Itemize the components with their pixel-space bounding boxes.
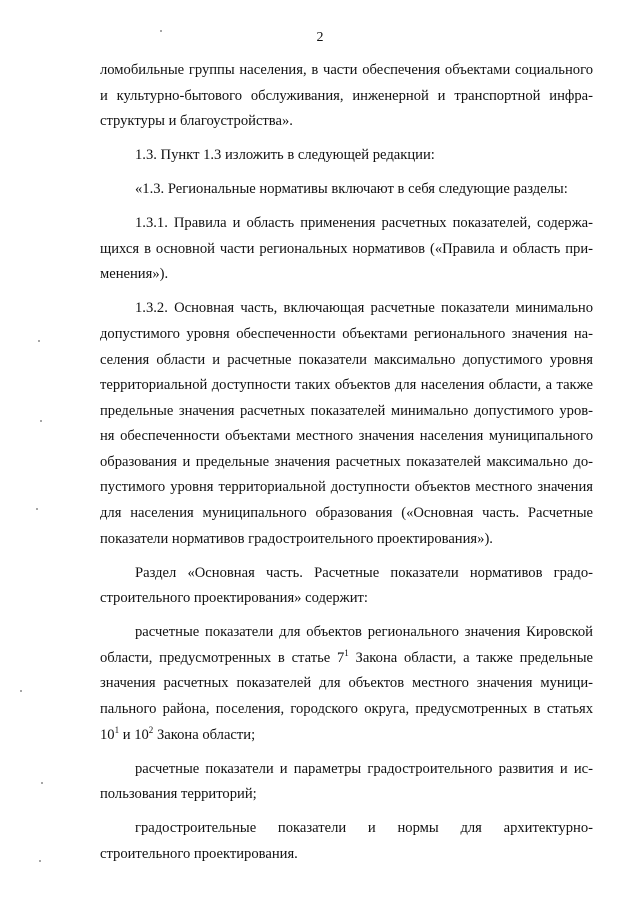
scan-speck [41,782,43,784]
paragraph [100,757,593,808]
text-line: пустимого уровня территориальной доступности объектов местного значения [100,479,593,496]
text-line [100,723,593,749]
scan-speck [160,30,162,32]
paragraph [100,296,593,552]
text-line: пользования территорий; [100,786,257,803]
text-fragment: Закона области; [153,726,256,743]
text-line: показатели нормативов градостроительного проектирования»). [100,530,493,547]
scan-speck [36,508,38,510]
text-line: строительного проектирования» содержит: [100,590,368,607]
text-line: Раздел «Основная часть. Расчетные показатели нормативов градо- [135,564,593,581]
text-line: щихся в основной части региональных нормативов («Правила и область при- [100,240,593,257]
paragraph [100,211,593,288]
superscript: 1 [114,724,120,735]
text-line: ломобильные группы населения, в части обеспечения объектами социального [100,62,593,78]
text-line: территориальной доступности таких объектов для населения области, а также [100,377,593,394]
text-line: 1.3.2. Основная часть, включающая расчетные показатели минимально [135,300,593,317]
text-fragment: и 10 [119,726,149,743]
paragraph [100,143,593,169]
scan-speck [20,690,22,692]
text-line: и культурно-бытового обслуживания, инженерной и транспортной инфра- [100,87,593,104]
text-line: ня обеспеченности объектами местного значения населения муниципального [100,428,593,445]
superscript: 1 [344,647,349,658]
paragraph [100,816,593,867]
text-line: менения»). [100,266,169,283]
text-line: 1.3.1. Правила и область применения расчетных показателей, содержа- [135,215,593,232]
text-line: для населения муниципального образования («Основная часть. Расчетные [100,505,593,522]
text-fragment: 10 [100,726,115,743]
text-line [100,646,593,672]
text-line: «1.3. Региональные нормативы включают в себя следующие разделы: [135,181,568,198]
text-line: предельные значения расчетных показателей минимально допустимого уров- [100,402,593,419]
scan-speck [40,420,42,422]
text-fragment: Закона области, а также предельные [348,649,593,666]
scan-speck [38,340,40,342]
text-line: расчетные показатели и параметры градостроительного развития и ис- [135,760,593,777]
text-line: 1.3. Пункт 1.3 изложить в следующей редакции: [135,147,435,164]
page-number: 2 [316,30,324,45]
text-line: градостроительные показатели и нормы для архитектурно- [135,820,593,837]
text-line: селения области и расчетные показатели максимально допустимого уровня [100,351,593,368]
paragraph [100,177,593,203]
text-line: строительного проектирования. [100,845,298,862]
paragraph [100,561,593,612]
text-line: образования и предельные значения расчетных показателей максимально до- [100,453,593,470]
paragraph [100,620,593,748]
superscript: 2 [148,724,154,735]
text-fragment: области, предусмотренных в статье 7 [100,649,345,666]
scan-speck [39,860,41,862]
text-line: пального района, поселения, городского округа, предусмотренных в статьях [100,701,593,717]
paragraph [100,58,593,135]
text-line: расчетные показатели для объектов регионального значения Кировской [135,624,593,641]
document-body [100,58,593,867]
text-line: значения расчетных показателей для объектов местного значения муници- [100,675,593,692]
text-line: допустимого уровня обеспеченности объектами регионального значения на- [100,325,593,342]
text-line: структуры и благоустройства». [100,113,293,130]
